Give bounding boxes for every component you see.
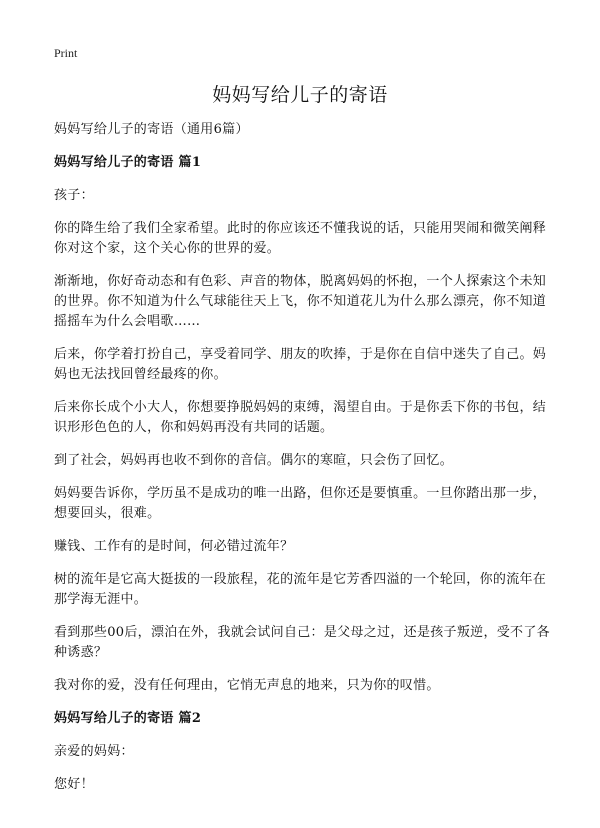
paragraph: 渐渐地，你好奇动态和有色彩、声音的物体，脱离妈妈的怀抱，一个人探索这个未知的世界。你不知道为什么气球能往天上飞，你不知道花儿为什么那么漂亮，你不知道摇摇车为什么会唱歌…… bbox=[54, 274, 547, 329]
paragraph: 我对你的爱，没有任何理由，它悄无声息的地来，只为你的叹惜。 bbox=[54, 678, 440, 693]
page-title: 妈妈写给儿子的寄语 bbox=[212, 84, 388, 106]
paragraph: 你的降生给了我们全家希望。此时的你应该还不懂我说的话，只能用哭闹和微笑阐释你对这个家，这个关心你的世界的爱。 bbox=[54, 221, 547, 256]
paragraph: 赚钱、工作有的是时间，何必错过流年？ bbox=[54, 539, 294, 554]
paragraph: 后来，你学着打扮自己，享受着同学、朋友的吹捧，于是你在自信中迷失了自己。妈妈也无法找回曾经最疼的你。 bbox=[54, 347, 547, 382]
paragraph: 孩子： bbox=[54, 188, 94, 203]
paragraph: 到了社会，妈妈再也收不到你的音信。偶尔的寒暄，只会伤了回忆。 bbox=[54, 453, 454, 468]
article-subtitle: 妈妈写给儿子的寄语（通用6篇） bbox=[54, 122, 249, 137]
paragraph: 妈妈要告诉你，学历虽不是成功的唯一出路，但你还是要慎重。一旦你踏出那一步，想要回头，很难。 bbox=[54, 486, 547, 521]
section-heading-1: 妈妈写给儿子的寄语 篇1 bbox=[54, 155, 202, 170]
paragraph: 后来你长成个小大人，你想要挣脱妈妈的束缚，渴望自由。于是你丢下你的书包，结识形形色色的人，你和妈妈再没有共同的话题。 bbox=[54, 400, 547, 435]
article-body bbox=[54, 120, 551, 808]
paragraph: 亲爱的妈妈： bbox=[54, 744, 134, 759]
paragraph: 您好！ bbox=[54, 777, 94, 792]
print-link[interactable]: Print bbox=[54, 46, 78, 60]
paragraph: 看到那些00后，漂泊在外，我就会试问自己：是父母之过，还是孩子叛逆，受不了各种诱惑？ bbox=[54, 625, 550, 660]
paragraph: 树的流年是它高大挺拔的一段旅程，花的流年是它芳香四溢的一个轮回，你的流年在那学海无涯中。 bbox=[54, 572, 547, 607]
section-heading-2: 妈妈写给儿子的寄语 篇2 bbox=[54, 711, 202, 726]
